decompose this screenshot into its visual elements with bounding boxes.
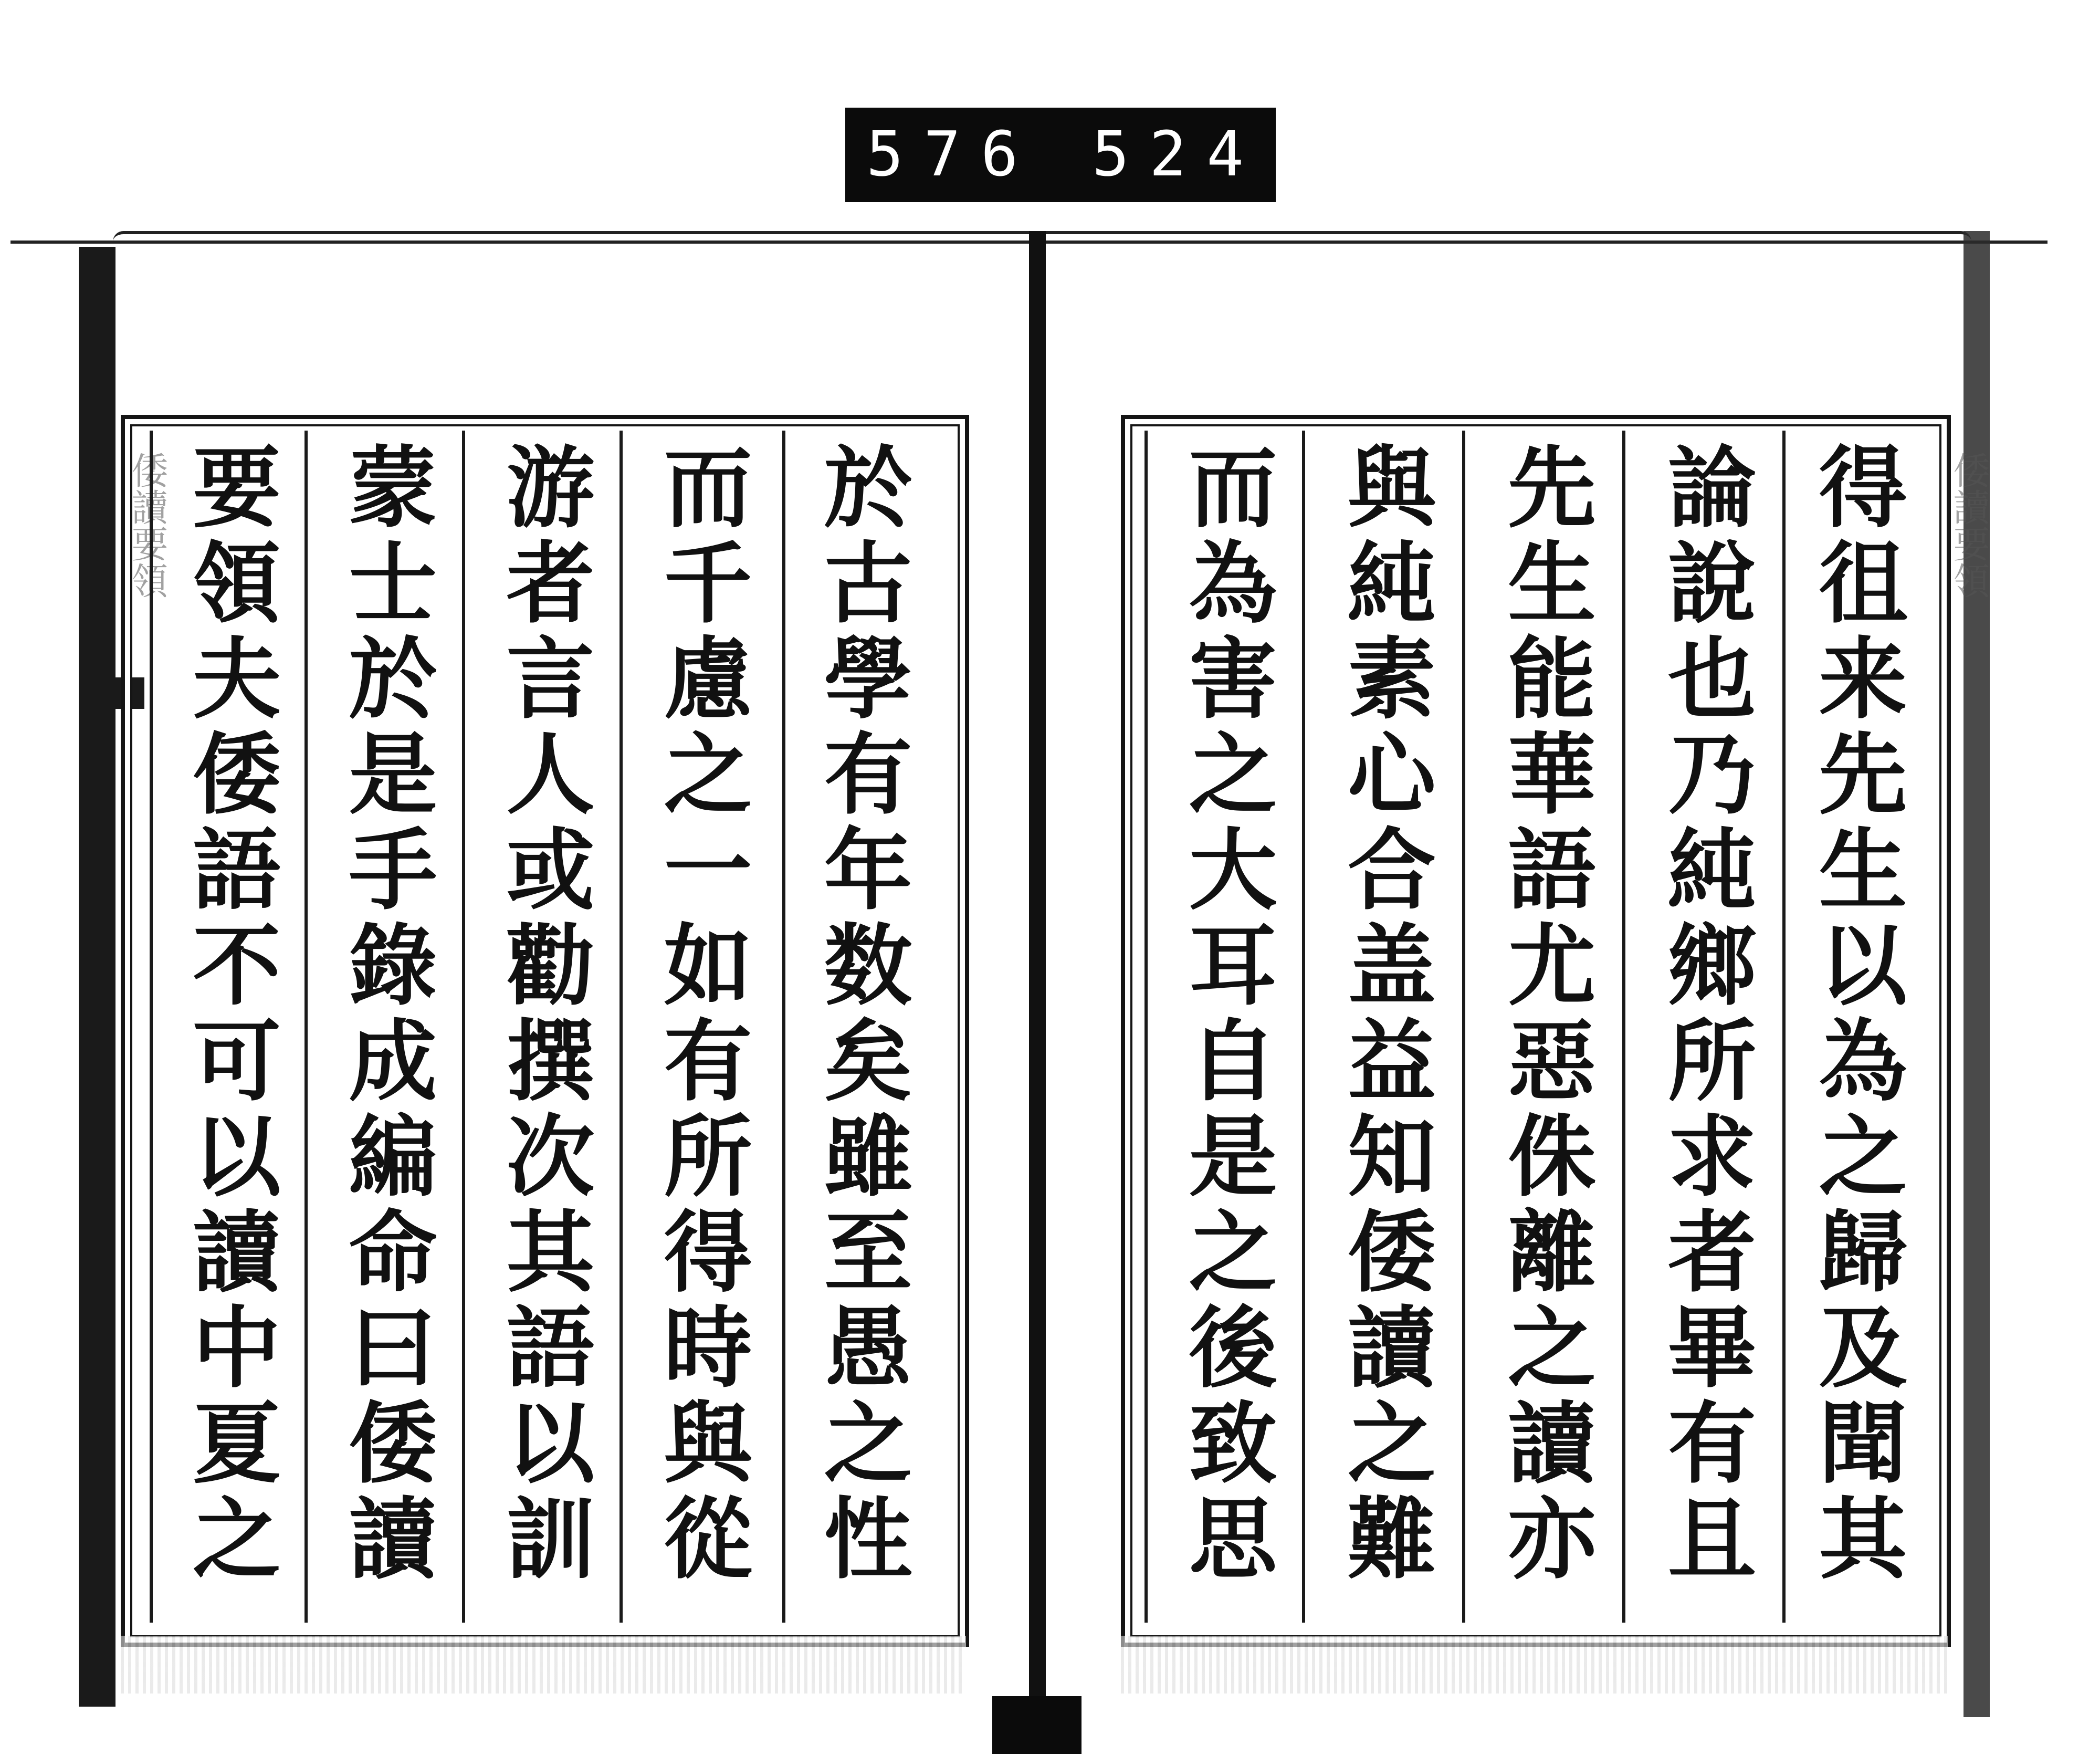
column-text: 要領夫倭語不可以讀中夏之 (178, 441, 282, 1588)
left-page-column-2 (620, 431, 780, 1623)
right-margin-title: 倭讀要領 (1947, 452, 1990, 599)
left-page-bottom-edge (121, 1636, 966, 1694)
left-page-column-4 (304, 431, 465, 1623)
column-text: 游者言人或勸撰次其語以訓 (492, 441, 596, 1588)
right-page-bottom-edge (1121, 1636, 1948, 1694)
left-page-column-1 (782, 431, 938, 1623)
right-page-column-2 (1622, 431, 1786, 1623)
right-page-column-5 (1144, 431, 1305, 1623)
left-page-column-3 (462, 431, 623, 1623)
archive-number-label (845, 108, 1321, 202)
left-margin-title: 倭讀要領 (125, 452, 169, 599)
left-page-column-5 (150, 431, 308, 1623)
right-page-column-4 (1302, 431, 1465, 1623)
column-text: 於古學有年数矣雖至愚之性 (810, 441, 914, 1588)
right-page-column-3 (1462, 431, 1625, 1623)
column-text: 而為害之大耳自是之後致思 (1174, 441, 1278, 1588)
left-cover-edge (79, 247, 116, 1707)
column-text: 得徂来先生以為之歸及聞其 (1804, 441, 1908, 1588)
column-text: 蒙士於是手錄成編命曰倭讀 (334, 441, 438, 1588)
right-page-column-1 (1782, 431, 1927, 1623)
column-text: 論說也乃純鄉所求者畢有且 (1653, 441, 1758, 1588)
column-text: 而千慮之一如有所得時與從 (649, 441, 753, 1588)
column-text: 與純素心合盖益知倭讀之難 (1333, 441, 1437, 1588)
archive-number-left: 576 (866, 118, 1038, 190)
book-gutter (1029, 231, 1046, 1717)
column-text: 先生能華語尤惡侏離之讀亦 (1493, 441, 1598, 1588)
gutter-bottom-block (992, 1696, 1082, 1754)
archive-number-right: 524. (1092, 118, 1321, 190)
